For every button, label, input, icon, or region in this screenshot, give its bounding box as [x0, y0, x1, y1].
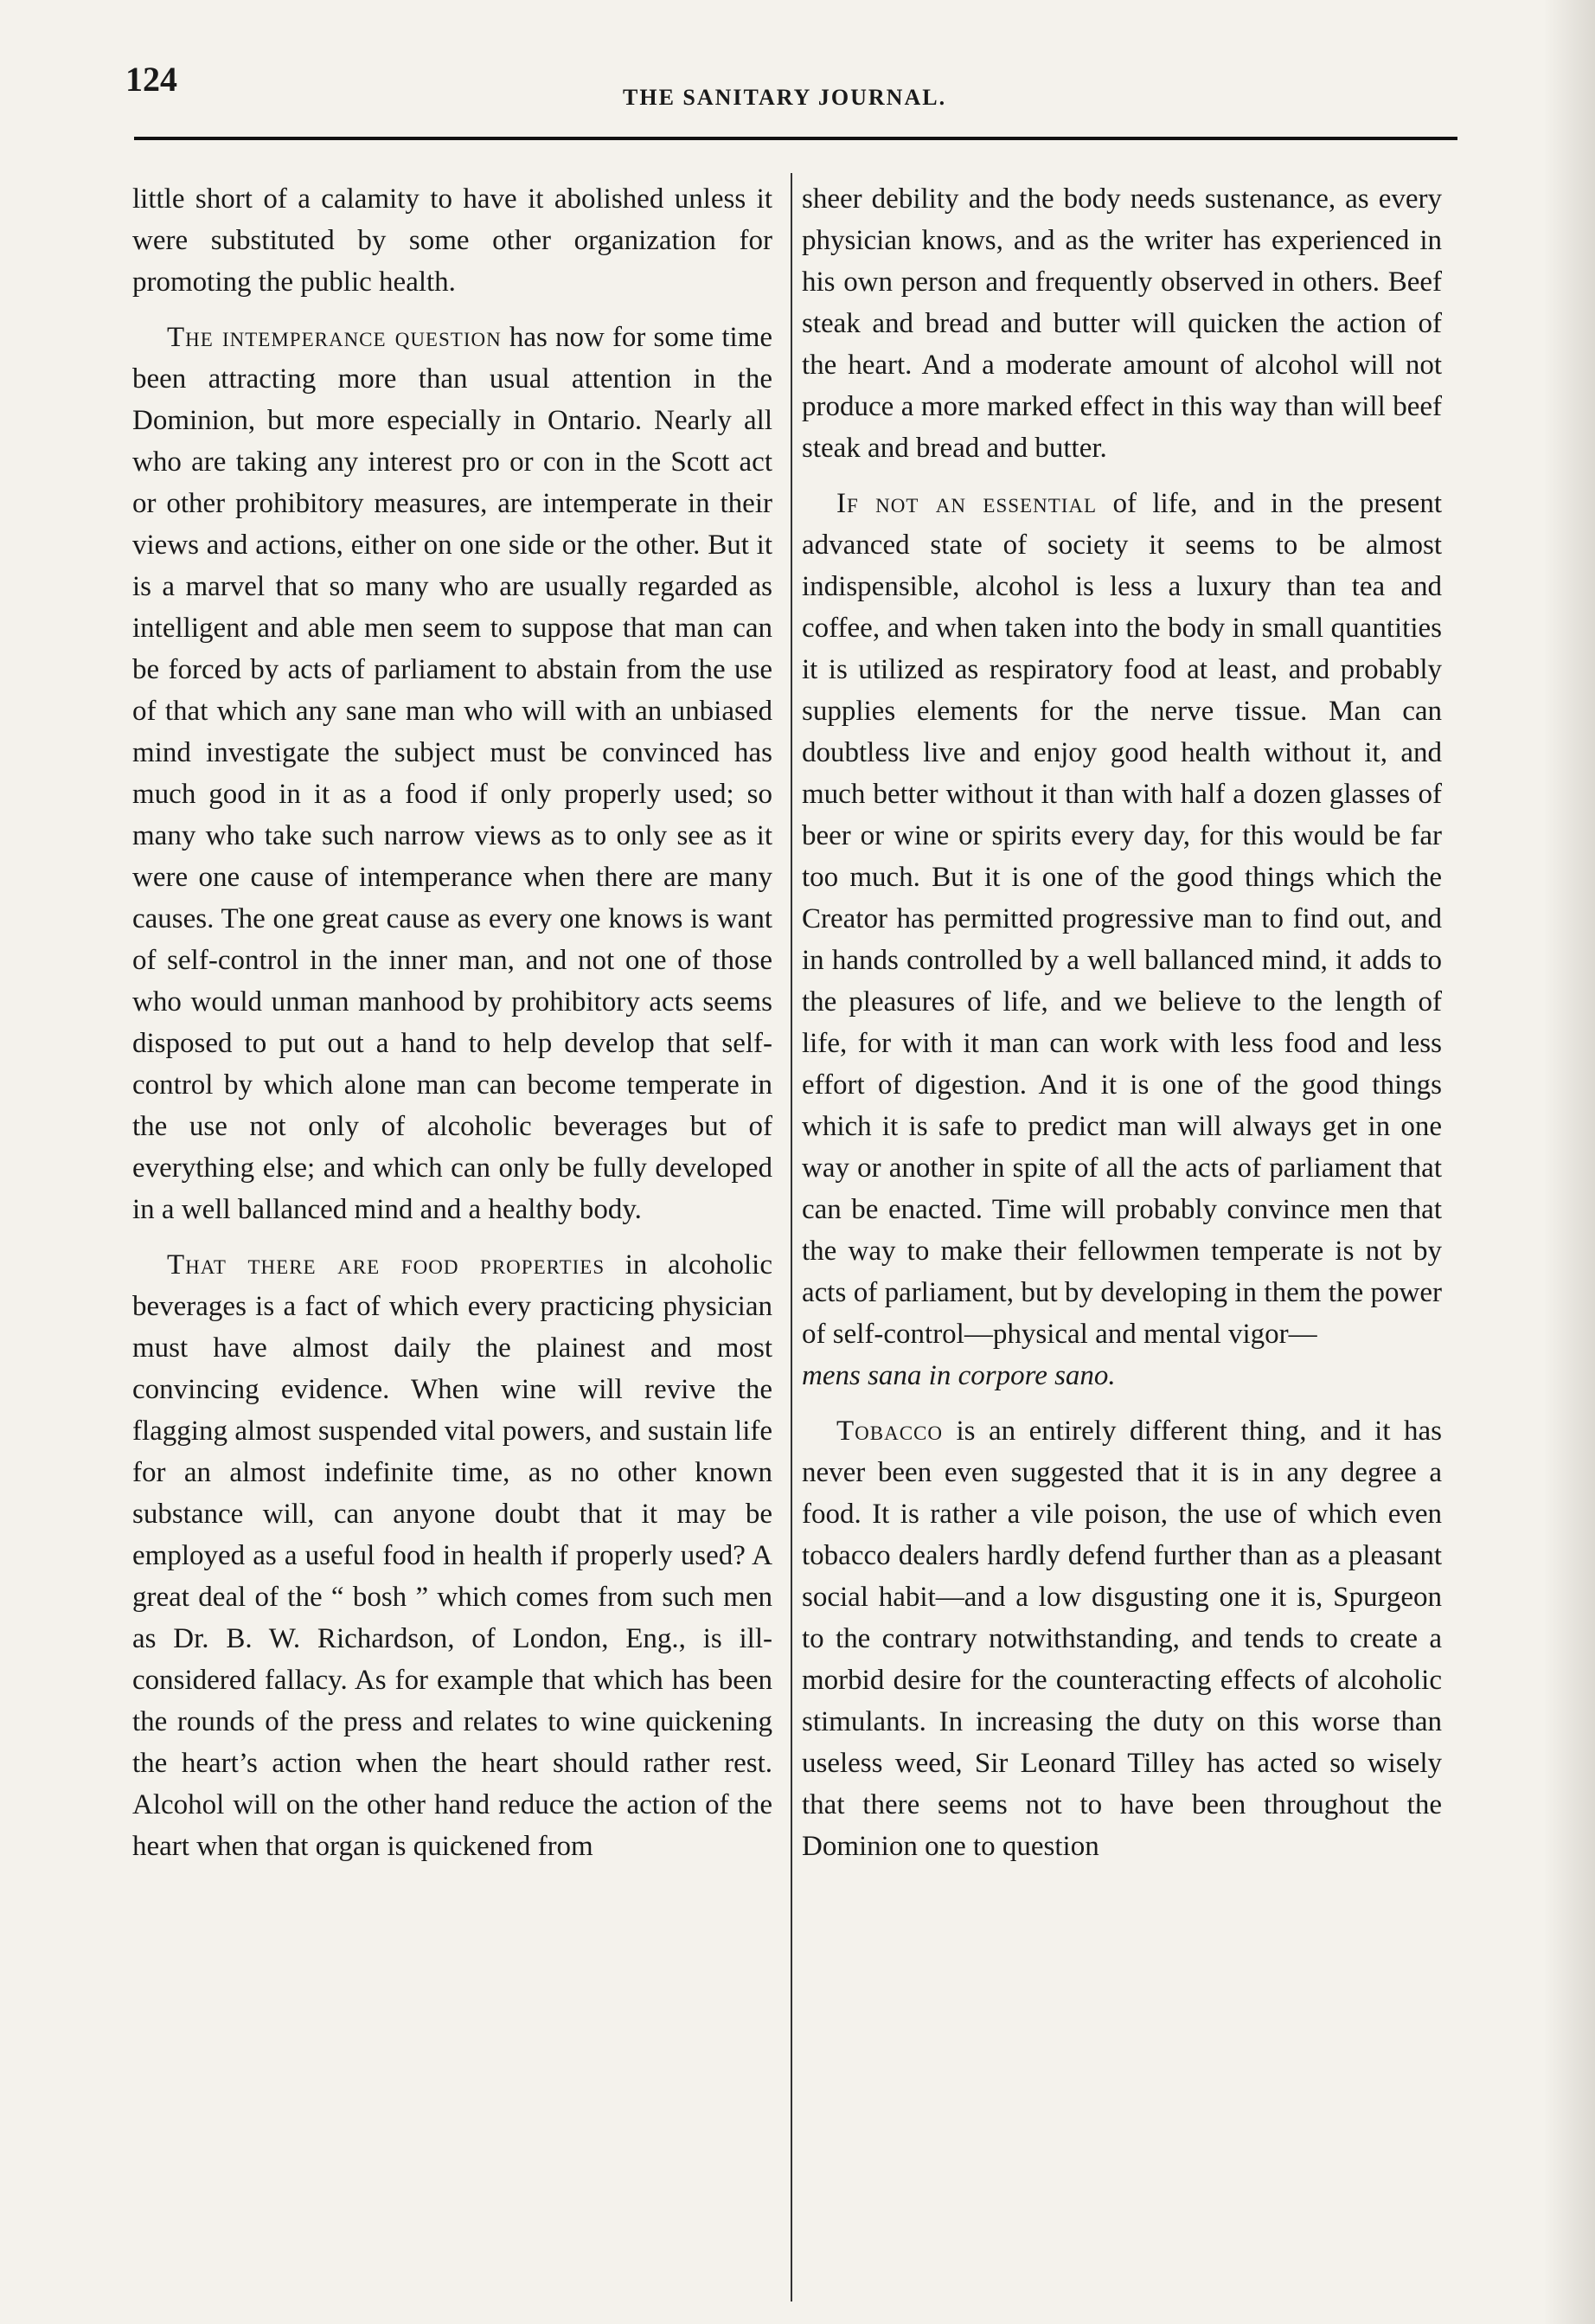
- right-paragraph-3-lead: Tobacco: [836, 1416, 944, 1447]
- page-edge-shadow: [1543, 0, 1595, 2324]
- left-paragraph-1-text: little short of a calamity to have it abolished unless it were substituted by some other organization for promoting the public health.: [132, 183, 772, 298]
- column-divider: [791, 173, 792, 2302]
- left-paragraph-1: [132, 178, 772, 303]
- right-paragraph-1: [802, 178, 1442, 469]
- right-paragraph-2-lead: If not an essential: [836, 488, 1098, 519]
- right-column: [802, 178, 1442, 2315]
- left-paragraph-2: [132, 317, 772, 1230]
- left-paragraph-2-text: has now for some time been attracting more than usual attention in the Dominion, but more especially in Ontario. Nearly all who are taking any interest pro or con in the Scott act or other prohibitory measures, are intemperate in their views and actions, either on one side or the other. But it is a marvel that so many who are usually regarded as intelligent and able men seem to suppose that man can be forced by acts of parliament to abstain from the use of that which any sane man who will with an unbiased mind investigate the subject must be convinced has much good in it as a food if only properly used; so many who take such narrow views as to only see as it were one cause of intemperance when there are many causes. The one great cause as every one knows is want of self-control in the inner man, and not one of those who would unman manhood by prohibitory acts seems disposed to put out a hand to help develop that self-control by which alone man can become temperate in the use not only of alcoholic beverages but of everything else; and which can only be fully developed in a well ballanced mind and a healthy body.: [132, 322, 772, 1225]
- left-paragraph-3-text: in alcoholic beverages is a fact of which every practicing physician must have almost daily the plainest and most convincing evidence. When wine will revive the flagging almost suspended vital powers, and sustain life for an almost indefinite time, as no other known substance will, can anyone doubt that it may be employed as a useful food in health if properly used? A great deal of the “ bosh ” which comes from such men as Dr. B. W. Richardson, of London, Eng., is ill-considered fallacy. As for example that which has been the rounds of the press and relates to wine quickening the heart’s action when the heart should rather rest. Alcohol will on the other hand reduce the action of the heart when that organ is quickened from: [132, 1249, 772, 1862]
- header-rule: [134, 137, 1457, 140]
- latin-phrase: mens sana in corpore sano.: [802, 1360, 1116, 1391]
- left-paragraph-3: [132, 1244, 772, 1867]
- journal-title: THE SANITARY JOURNAL.: [623, 85, 947, 110]
- page-number: 124: [125, 60, 177, 99]
- left-paragraph-2-lead: The intemperance question: [167, 322, 502, 353]
- right-paragraph-2: [802, 483, 1442, 1396]
- right-paragraph-3: [802, 1410, 1442, 1867]
- left-column: [132, 178, 772, 2315]
- right-paragraph-3-text: is an entirely different thing, and it has never been even suggested that it is in any degree a food. It is rather a vile poison, the use of which even tobacco dealers hardly defend further than as a pleasant social habit—and a low disgusting one it is, Spurgeon to the contrary notwithstanding, and tends to create a morbid desire for the counteracting effects of alcoholic stimulants. In increasing the duty on this worse than useless weed, Sir Leonard Tilley has acted so wisely that there seems not to have been throughout the Dominion one to question: [802, 1416, 1442, 1862]
- right-paragraph-2-text: of life, and in the present advanced state of society it seems to be almost indispensible, alcohol is less a luxury than tea and coffee, and when taken into the body in small quantities it is utilized as respiratory food at least, and probably supplies elements for the nerve tissue. Man can doubtless live and enjoy good health without it, and much better without it than with half a dozen glasses of beer or wine or spirits every day, for this would be far too much. But it is one of the good things which the Creator has permitted progressive man to find out, and in hands controlled by a well ballanced mind, it adds to the pleasures of life, and we believe to the length of life, for with it man can work with less food and less effort of digestion. And it is one of the good things which it is safe to predict man will always get in one way or another in spite of all the acts of parliament that can be enacted. Time will probably convince men that the way to make their fellowmen temperate is not by acts of parliament, but by developing in them the power of self-control—physical and mental vigor—: [802, 488, 1442, 1350]
- right-paragraph-1-text: sheer debility and the body needs sustenance, as every physician knows, and as the writer has experienced in his own person and frequently observed in others. Beef steak and bread and butter will quicken the action of the heart. And a moderate amount of alcohol will not produce a more marked effect in this way than will beef steak and bread and butter.: [802, 183, 1442, 464]
- left-paragraph-3-lead: That there are food properties: [167, 1249, 605, 1281]
- page-header: [125, 59, 1457, 137]
